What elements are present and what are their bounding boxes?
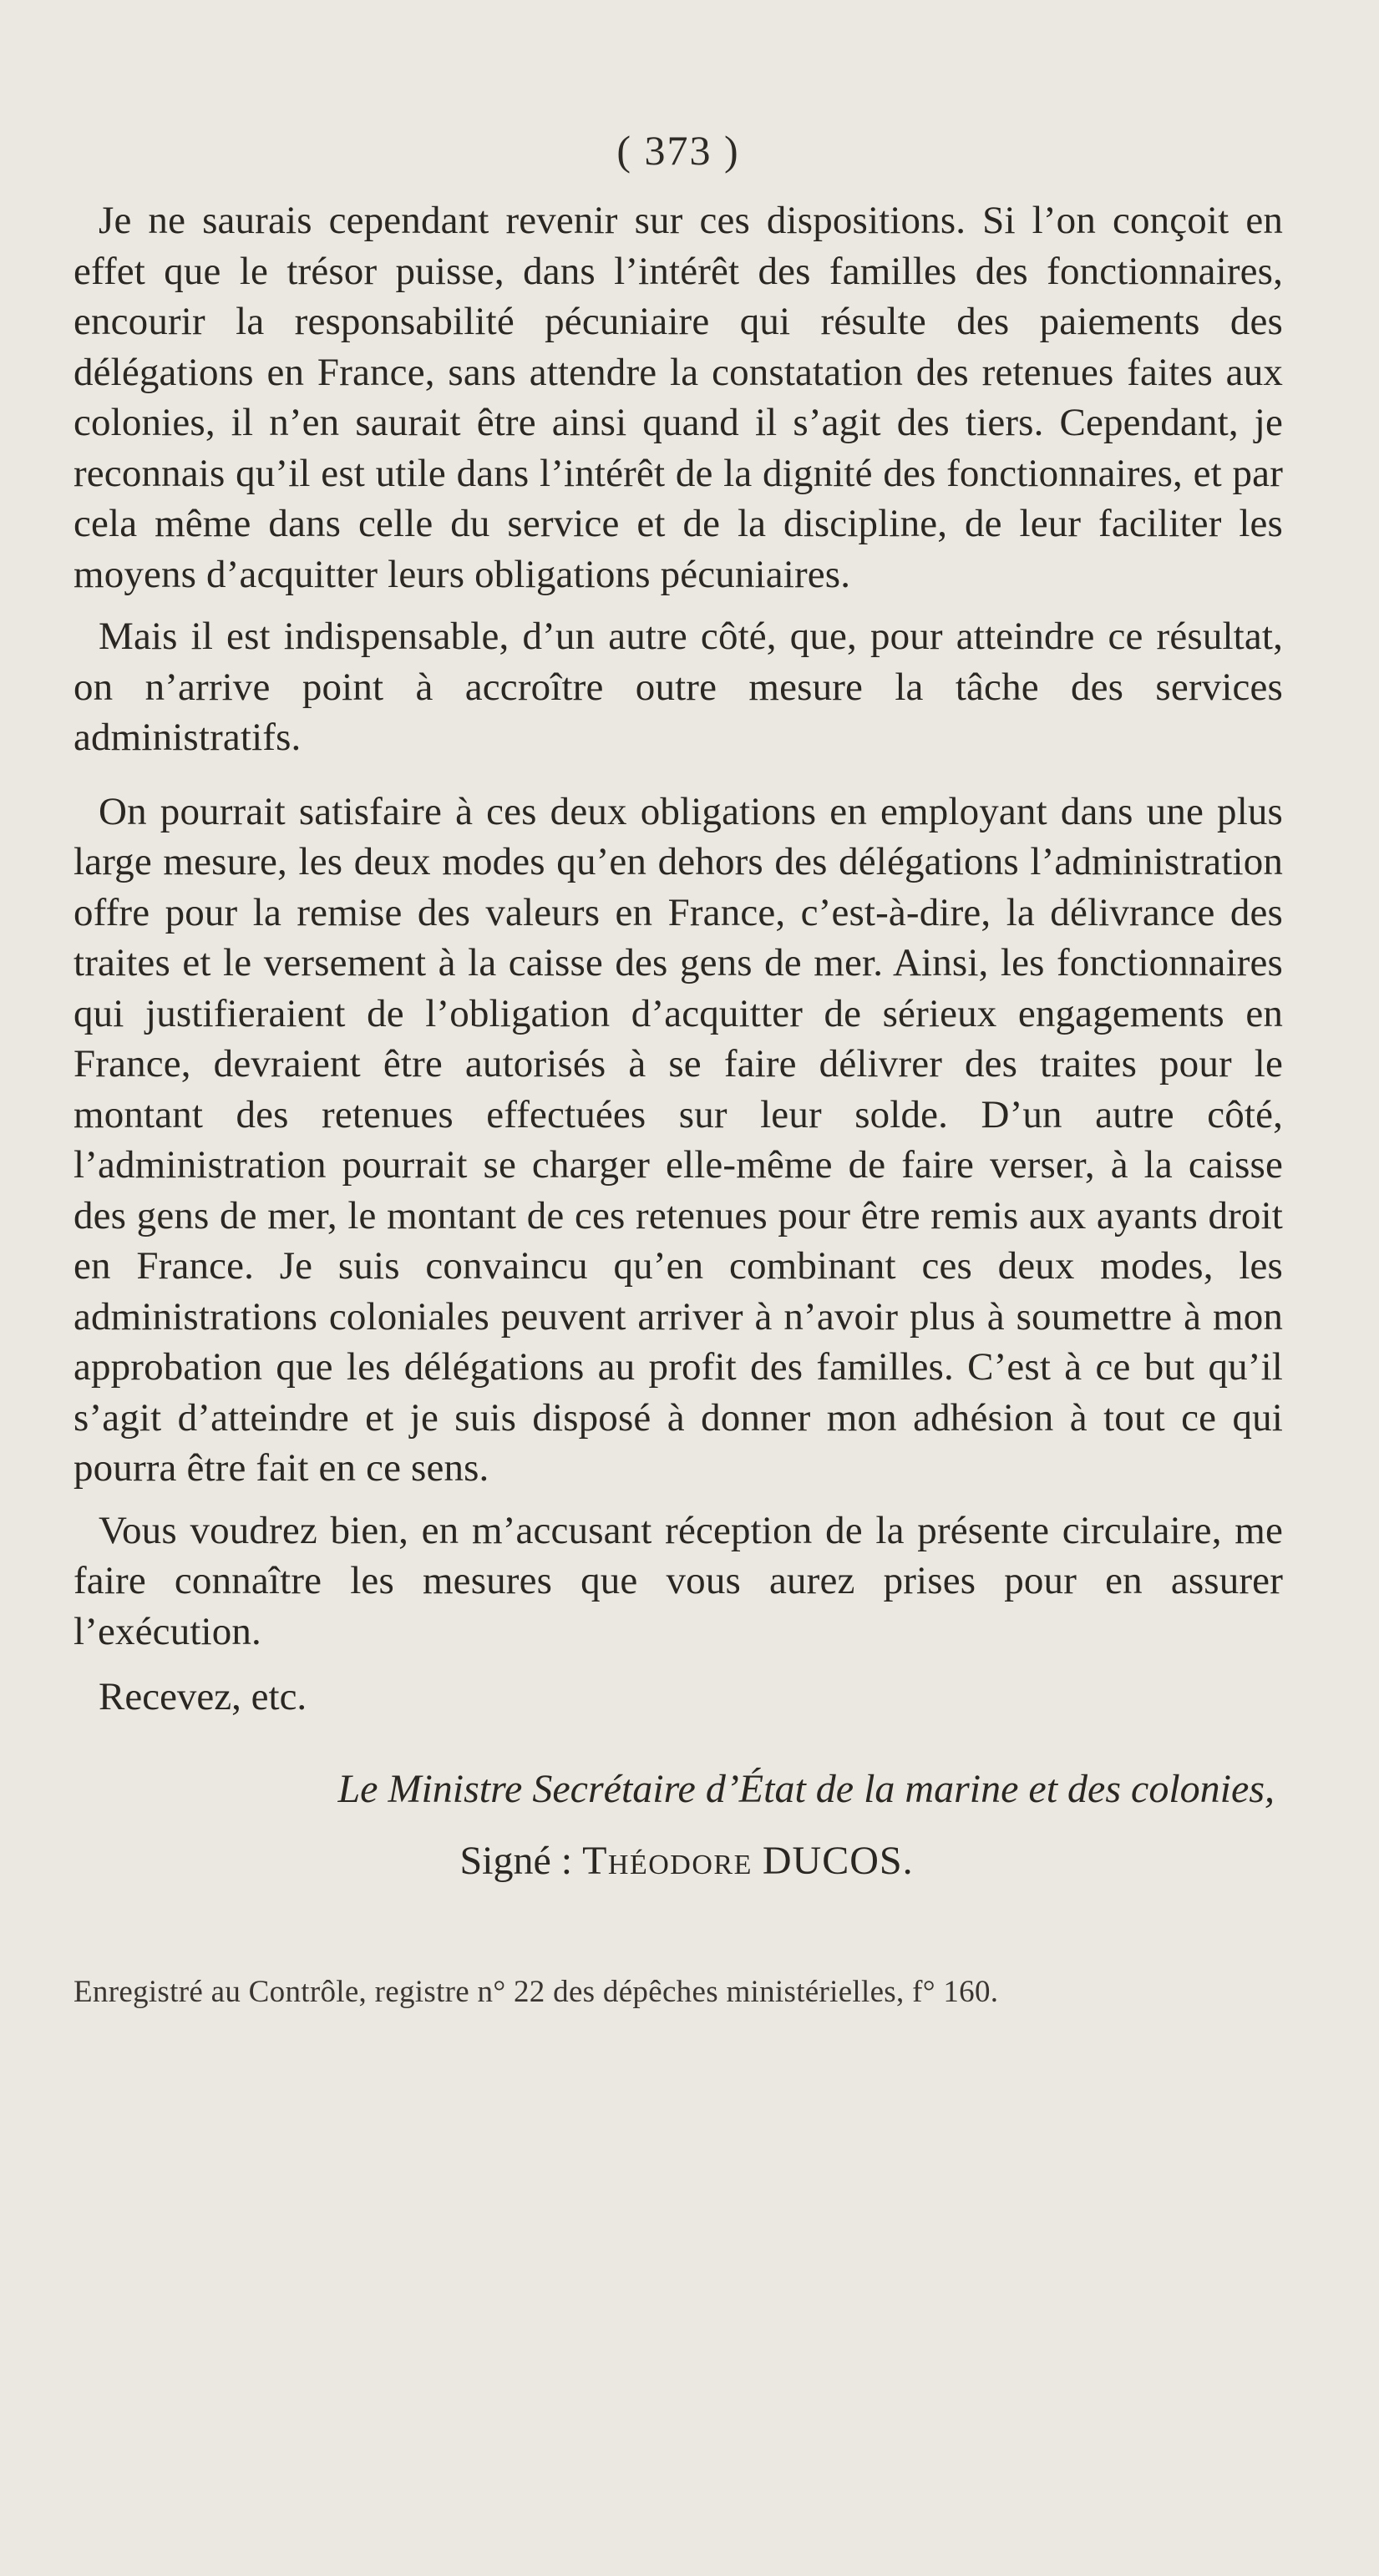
closing-greeting: Recevez, etc. [99, 1675, 307, 1718]
page-number: ( 373 ) [616, 127, 740, 174]
signature-block [74, 1764, 1283, 1887]
signatory-last-name: DUCOS. [762, 1839, 914, 1883]
signatory-line [74, 1835, 1283, 1887]
signatory-first-name: Théodore [582, 1839, 753, 1883]
paragraph-3: On pourrait satisfaire à ces deux obligations en employant dans une plus large mesure, les deux modes qu’en dehors des délégations l’administration offre pour la remise des valeurs en France, c’est-à-dire, la délivrance des traites et le versement à la caisse des gens de mer. Ainsi, les fonctionnaires qui justifieraient de l’obligation d’acquitter de sérieux engagements en France, devraient être autorisés à se faire délivrer des traites pour le montant des retenues effectuées sur leur solde. D’un autre côté, l’administration pourrait se charger elle-même de faire verser, à la caisse des gens de mer, le montant de ces retenues pour être remis aux ayants droit en France. Je suis convaincu qu’en combinant ces deux modes, les administrations coloniales peuvent arriver à n’avoir plus à soumettre à mon approbation que les délégations au profit des familles. C’est à ce but qu’il s’agit d’atteindre et je suis disposé à donner mon adhésion à tout ce qui pourra être fait en ce sens. [74, 789, 1283, 1490]
paragraph-2: Mais il est indispensable, d’un autre côté, que, pour atteindre ce résultat, on n’arrive point à accroître outre mesure la tâche des services administratifs. [74, 615, 1283, 759]
registration-note: Enregistré au Contrôle, registre n° 22 des dépêches ministérielles, f° 160. [74, 1975, 999, 2009]
paragraph-1: Je ne saurais cependant revenir sur ces dispositions. Si l’on conçoit en effet que le trésor puisse, dans l’intérêt des familles des fonctionnaires, encourir la responsabilité pécuniaire qui résulte des paiements des délégations en France, sans attendre la constatation des retenues faites aux colonies, il n’en saurait être ainsi quand il s’agit des tiers. Cependant, je reconnais qu’il est utile dans l’intérêt de la dignité des fonctionnaires, et par cela même dans celle du service et de la discipline, de leur faciliter les moyens d’acquitter leurs obligations pécuniaires. [74, 199, 1283, 596]
signed-prefix: Signé : [459, 1839, 573, 1883]
signatory-title: Le Ministre Secrétaire d’État de la marine et des colonies, [337, 1767, 1275, 1811]
paragraph-4: Vous voudrez bien, en m’accusant réception de la présente circulaire, me faire connaître les mesures que vous aurez prises pour en assurer l’exécution. [74, 1508, 1283, 1653]
document-page [74, 125, 1283, 2012]
